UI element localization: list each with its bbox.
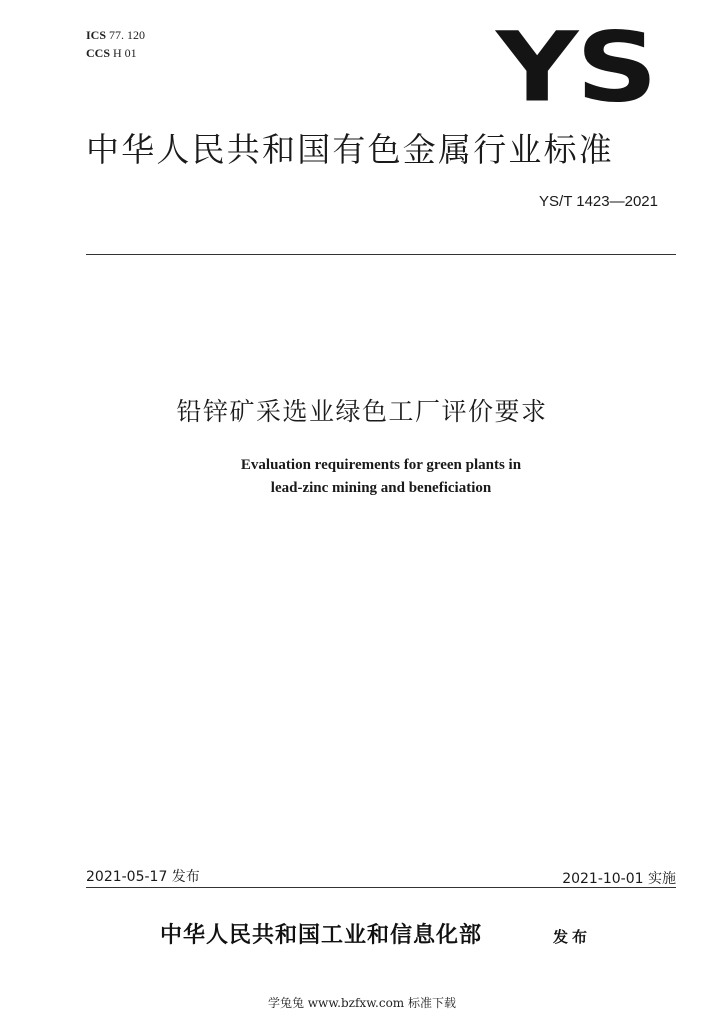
english-title-line-2: lead-zinc mining and beneficiation [270,480,492,496]
document-title-english [0,454,724,500]
ccs-prefix: CCS [86,46,111,60]
implementation-date: 2021-10-01 实施 [562,871,676,887]
classification-codes [86,26,145,62]
ccs-value: H 01 [113,46,137,60]
standard-number: YS/T 1423—2021 [539,193,658,210]
english-title-line-1: Evaluation requirements for green plants in [240,457,522,473]
ys-logo: YS [496,12,656,124]
ics-prefix: ICS [86,28,107,42]
footer-divider [86,887,676,888]
issue-label: 发布 [553,928,592,946]
header-divider [86,254,676,255]
ccs-code [86,44,145,62]
ics-value: 77. 120 [109,28,146,42]
document-title-chinese: 铅锌矿采选业绿色工厂评价要求 [176,397,548,426]
download-watermark: 学兔兔 www.bzfxw.com 标准下载 [267,996,457,1010]
publish-date: 2021-05-17 发布 [86,869,200,885]
ics-code [86,26,145,44]
industry-standard-title: 中华人民共和国有色金属行业标准 [86,130,614,169]
issuing-authority: 中华人民共和国工业和信息化部 [160,922,483,948]
